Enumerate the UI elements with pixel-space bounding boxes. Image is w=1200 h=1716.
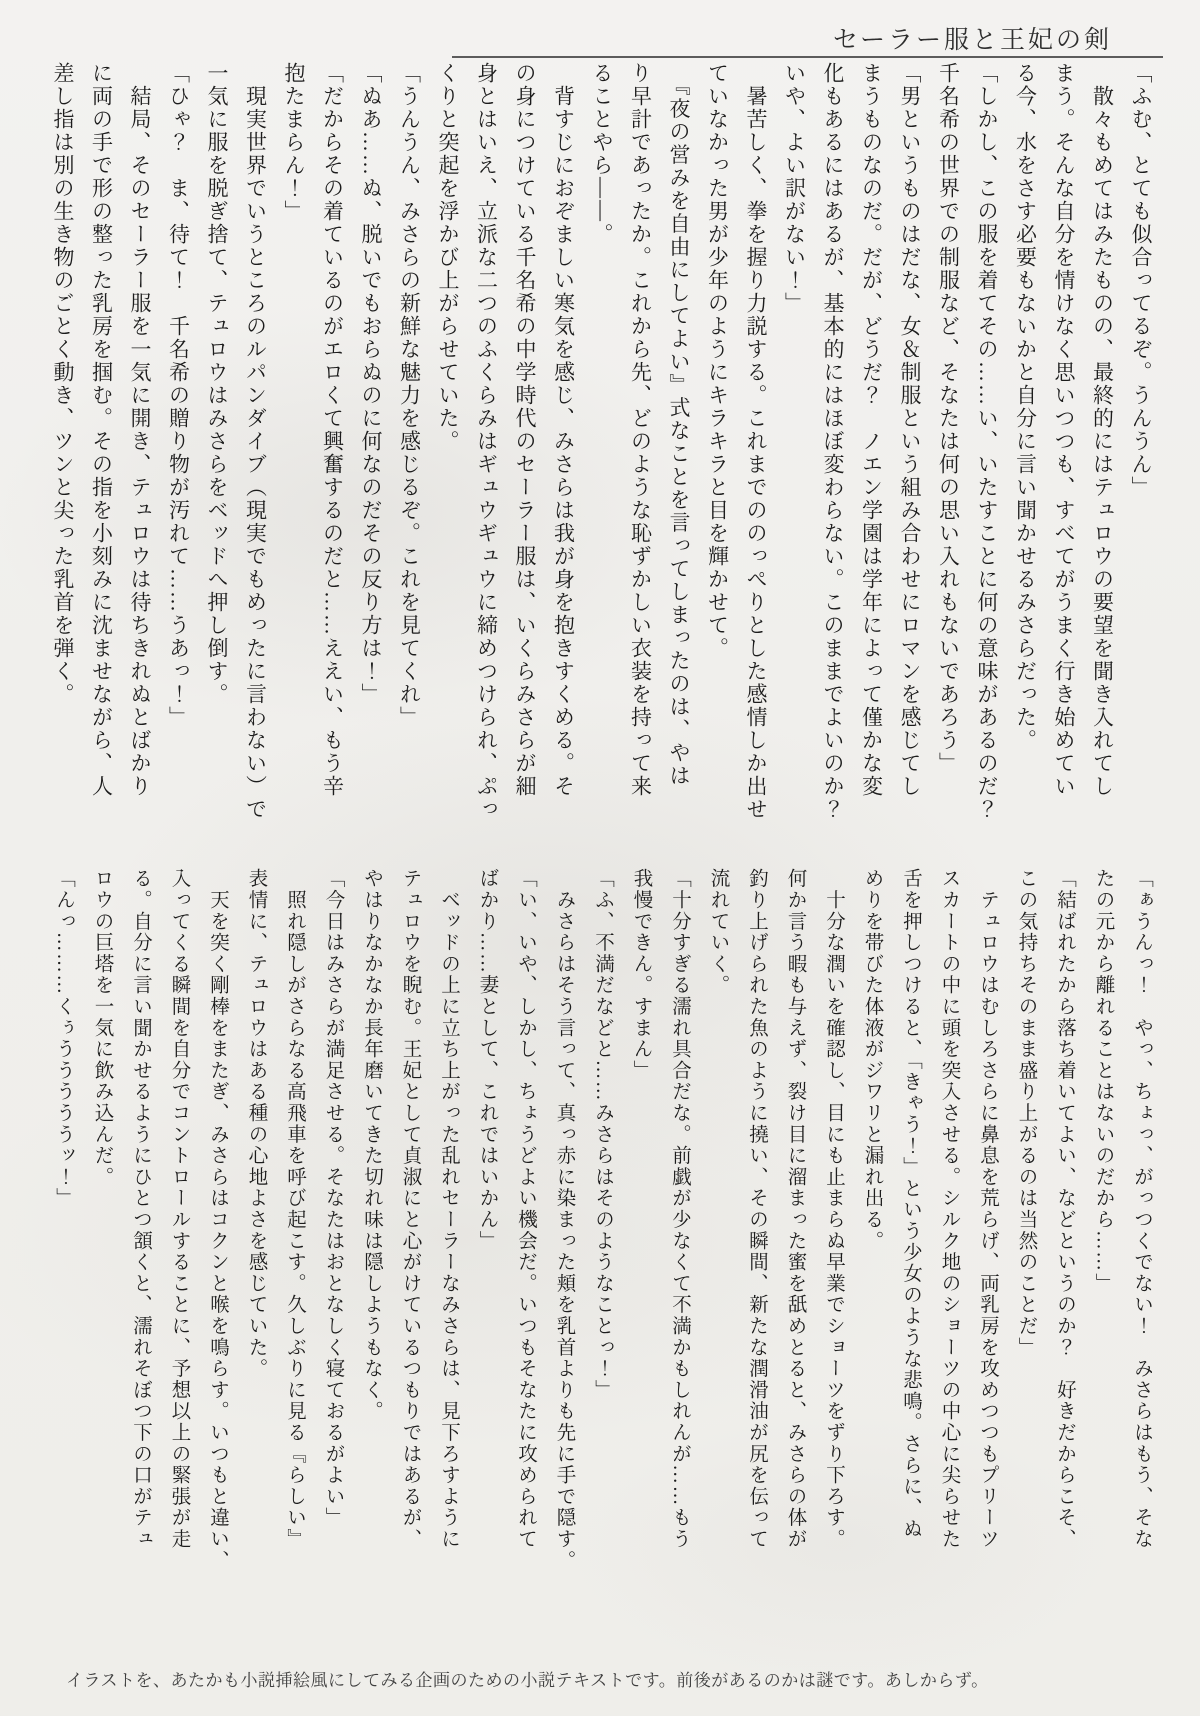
text-column-line: くりと突起を浮かび上がらせていた。: [436, 62, 460, 453]
text-column-line: たの元から離れることはないのだから……」: [1092, 868, 1114, 1294]
text-column-line: 暑苦しく、拳を握り力説する。これまでののっぺりとした感情しか出せ: [744, 62, 768, 821]
text-column-line: 背すじにおぞましい寒気を感じ、みさらは我が身を抱きすくめる。そ: [551, 62, 576, 798]
text-column-line: テュロウを睨む。王妃として貞淑にと心がけているつもりではあるが、: [399, 868, 421, 1550]
text-column-line: 「ひゃ？ ま、待て！ 千名希の贈り物が汚れて……うあっ！」: [166, 62, 191, 729]
text-column-line: みさらはそう言って、真っ赤に染まった頬を乳首よりも先に手で隠す。: [553, 868, 575, 1571]
text-column-line: 我慢できん。すまん」: [630, 868, 652, 1081]
text-column-line: 一気に服を脱ぎ捨て、テュロウはみさらをベッドへ押し倒す。: [205, 62, 229, 706]
text-column-line: 「男というものはだな、女＆制服という組み合わせにロマンを感じてし: [898, 62, 922, 798]
text-column-line: めりを帯びた体液がジワリと漏れ出る。: [861, 868, 883, 1252]
text-column-line: やはりなかなか長年磨いてきた切れ味は隠しようもなく。: [361, 868, 382, 1422]
text-column-line: まうものなのだ。だが、どうだ？ ノエン学園は学年によって僅かな変: [859, 62, 884, 798]
text-column-line: 差し指は別の生き物のごとく動き、ツンと尖った乳首を弾く。: [51, 62, 75, 706]
text-column-line: 化もあるにはあるが、基本的にはほぼ変わらない。このままでよいのか？: [821, 62, 845, 821]
text-column-line: 何か言う暇も与えず、裂け目に溜まった蜜を舐めとると、みさらの体が: [784, 868, 806, 1550]
text-column-line: 流れていく。: [707, 868, 729, 996]
text-column-line: 「うんうん、みさらの新鮮な魅力を感じるぞ。これを見てくれ」: [397, 62, 422, 729]
text-column-line: ることやら――。: [590, 62, 614, 246]
text-column-line: 現実世界でいうところのルパンダイブ（現実でもめったに言わない）で: [243, 62, 268, 821]
header-rule-divider: [452, 56, 1163, 58]
vertical-text-block-top: [44, 62, 1161, 862]
text-column-line: 「ふむ、とても似合ってるぞ。うんうん」: [1129, 62, 1153, 499]
text-column-line: 「ふ、不満だなどと……みさらはそのようなことっ！」: [592, 868, 613, 1401]
text-column-line: ベッドの上に立ち上がった乱れセーラーなみさらは、見下ろすように: [438, 868, 459, 1550]
text-column-line: る今、水をさす必要もないかと自分に言い聞かせるみさらだった。: [1013, 62, 1038, 752]
text-column-line: まう。そんな自分を情けなく思いつつも、すべてがうまく行き始めてい: [1052, 62, 1076, 798]
text-column-line: 「結ばれたから落ち着いてよい、などというのか？ 好きだからこそ、: [1054, 868, 1075, 1550]
text-column-line: 入ってくる瞬間を自分でコントロールすることに、予想以上の緊張が走: [168, 868, 190, 1550]
text-column-line: の身につけている千名希の中学時代のセーラー服は、いくらみさらが細: [513, 62, 537, 798]
text-column-line: ロウの巨塔を一気に飲み込んだ。: [91, 868, 113, 1188]
text-column-line: ばかり……妻として、これではいかん」: [476, 868, 498, 1252]
text-column-line: 「ぬあ……ぬ、脱いでもおらぬのに何なのだその反り方は！」: [359, 62, 383, 706]
text-column-line: テュロウはむしろさらに鼻息を荒らげ、両乳房を攻めつつもプリーツ: [977, 868, 998, 1550]
text-column-line: 「十分すぎる濡れ具合だな。前戯が少なくて不満かもしれんが……もう: [669, 868, 690, 1550]
text-column-line: 表情に、テュロウはある種の心地よさを感じていた。: [245, 868, 267, 1380]
footer-note: イラストを、あたかも小説挿絵風にしてみる企画のための小説テキストです。前後があるのかは謎です。あしからず。: [66, 1671, 989, 1690]
text-column-line: スカートの中に頭を突入させる。シルク地のショーツの中心に尖らせた: [938, 868, 960, 1550]
text-column-line: り早計であったか。これから先、どのような恥ずかしい衣装を持って来: [628, 62, 653, 798]
text-column-line: る。自分に言い聞かせるようにひとつ頷くと、濡れそぼつ下の口がテュ: [130, 868, 151, 1550]
text-column-line: この気持ちそのまま盛り上がるのは当然のことだ」: [1015, 868, 1037, 1358]
vertical-text-block-bottom: [44, 868, 1161, 1583]
text-column-line: 天を突く剛棒をまたぎ、みさらはコクンと喉を鳴らす。いつもと違い、: [207, 868, 228, 1571]
page-header-title: セーラー服と王妃の剣: [832, 26, 1112, 54]
text-column-line: 照れ隠しがさらなる高飛車を呼び起こす。久しぶりに見る『らしい』: [284, 868, 305, 1550]
text-column-line: 抱たまらん！」: [282, 62, 306, 223]
text-column-line: 十分な潤いを確認し、目にも止まらぬ早業でショーツをずり下ろす。: [823, 868, 844, 1550]
text-column-line: 身とはいえ、立派な二つのふくらみはギュウギュウに締めつけられ、ぷっ: [474, 62, 499, 821]
text-column-line: 「い、いや、しかし、ちょうどよい機会だ。いつもそなたに攻められて: [515, 868, 536, 1550]
text-column-line: 「今日はみさらが満足させる。そなたはおとなしく寝ておるがよい」: [322, 868, 344, 1529]
text-column-line: ていなかった男が少年のようにキラキラと目を輝かせて。: [705, 62, 730, 660]
text-column-line: 「ぁうんっ！ やっ、ちょっ、がっつくでない！ みさらはもう、そな: [1131, 868, 1152, 1550]
text-column-line: 散々もめてはみたものの、最終的にはテュロウの要望を聞き入れてし: [1090, 62, 1115, 798]
text-column-line: 『夜の営みを自由にしてよい』式なことを言ってしまったのは、やは: [667, 62, 691, 788]
text-column-line: 千名希の世界での制服など、そなたは何の思い入れもないであろう」: [936, 62, 961, 775]
text-column-line: 「だからその着ているのがエロくて興奮するのだと……ええい、もう辛: [320, 62, 345, 798]
text-column-line: に両の手で形の整った乳房を掴む。その指を小刻みに沈ませながら、人: [89, 62, 114, 798]
text-column-line: いや、よい訳がない！」: [782, 62, 807, 315]
text-column-line: 釣り上げられた魚のように撓い、その瞬間、新たな潤滑油が尻を伝って: [746, 868, 767, 1550]
text-column-line: 結局、そのセーラー服を一気に開き、テュロウは待ちきれぬとばかり: [128, 62, 152, 798]
text-column-line: 「んっ………くぅうううううッ！」: [53, 868, 74, 1209]
text-column-line: 「しかし、この服を着てその……い、いたすことに何の意味があるのだ？: [975, 62, 999, 821]
text-column-line: 舌を押しつけると、「きゃう！」という少女のような悲鳴。さらに、ぬ: [900, 868, 921, 1540]
